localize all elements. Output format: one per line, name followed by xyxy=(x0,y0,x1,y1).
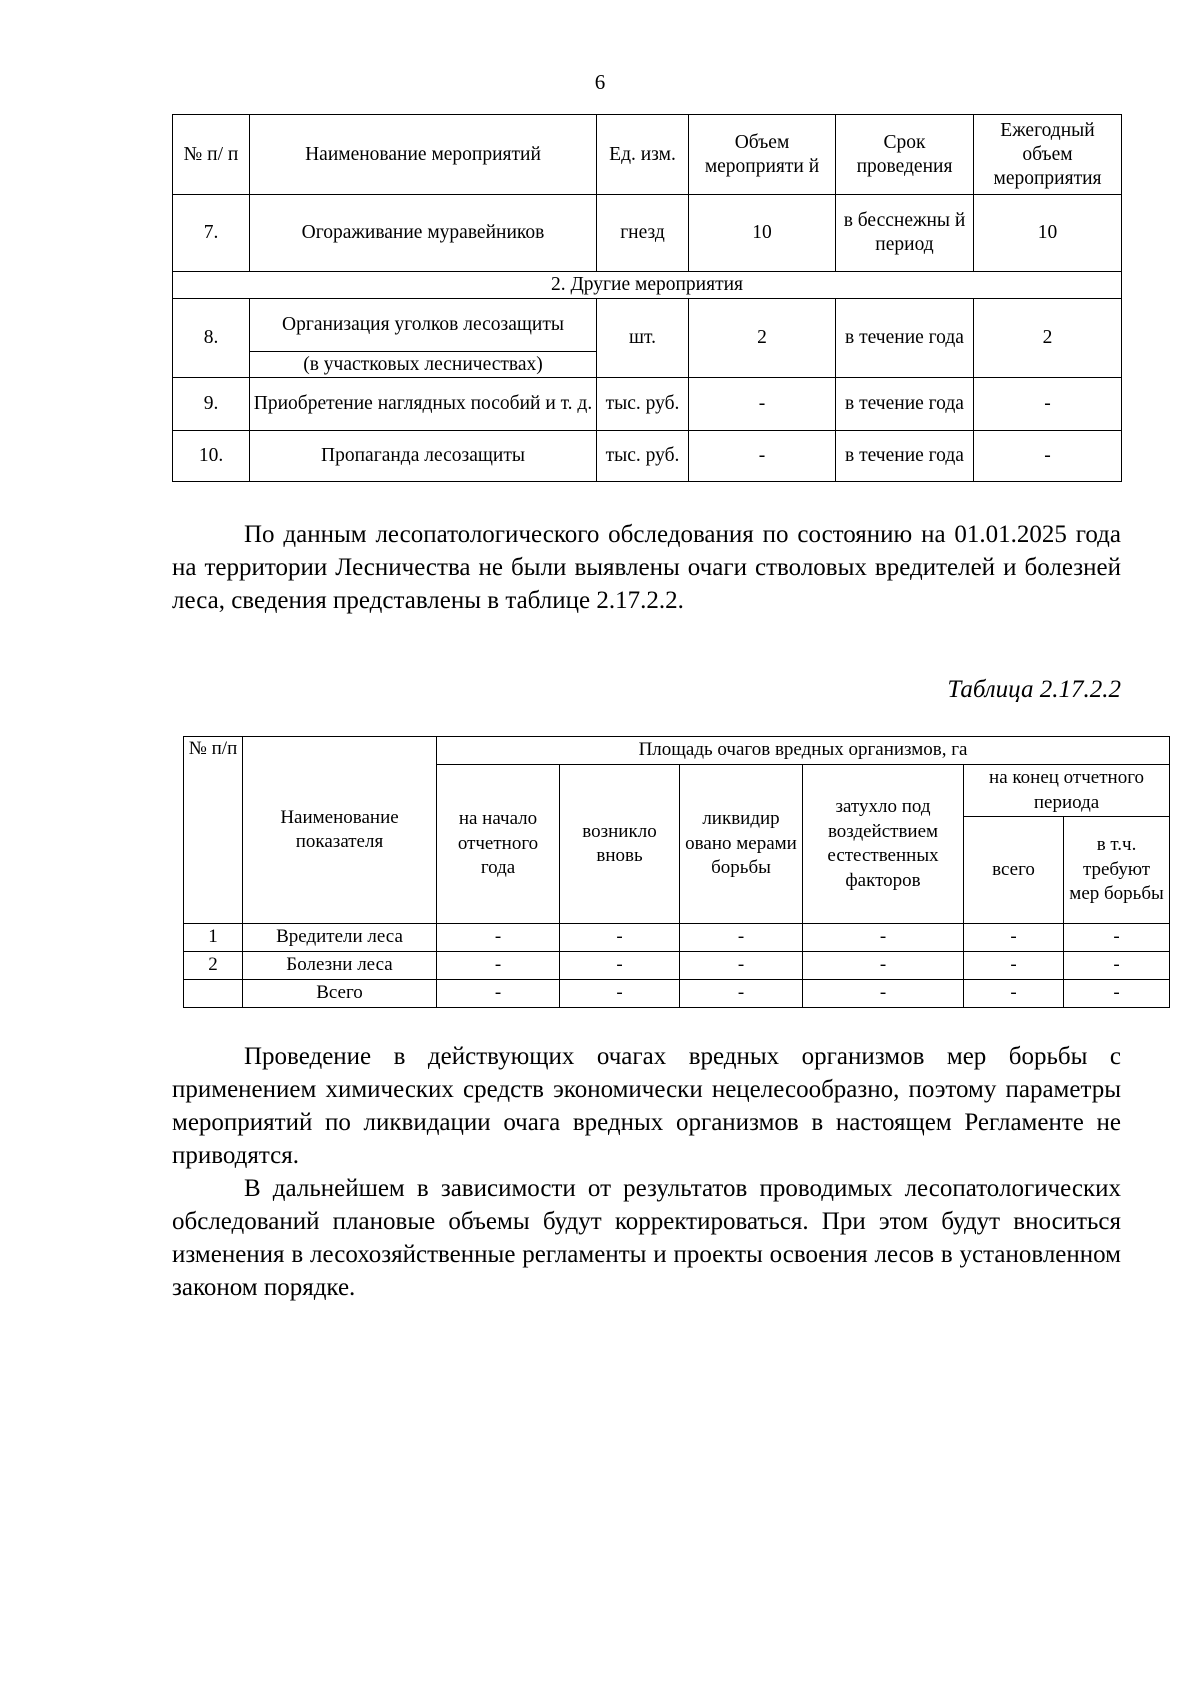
row-value: - xyxy=(680,924,803,952)
measures-table xyxy=(172,114,1122,482)
row-name: Пропаганда лесозащиты xyxy=(250,431,597,482)
paragraph-chemical-text: Проведение в действующих очагах вредных организмов мер борьбы с применением химических средств экономически нецелесообразно, поэтому параметры мероприятий по ликвидации очага вредных организмов в настоящем Регламенте не приводятся. xyxy=(172,1043,1121,1169)
row-value: - xyxy=(560,924,680,952)
row-annual: - xyxy=(974,431,1122,482)
row-unit: гнезд xyxy=(597,195,689,272)
row-term: в течение года xyxy=(836,378,974,431)
row-term: в течение года xyxy=(836,431,974,482)
paragraph-survey xyxy=(172,518,1121,617)
row-value: - xyxy=(560,952,680,980)
row-value: - xyxy=(560,980,680,1008)
row-term: в бесснежны й период xyxy=(836,195,974,272)
header-area: Площадь очагов вредных организмов, га xyxy=(437,737,1170,765)
header-term: Срок проведения xyxy=(836,115,974,195)
row-annual: 2 xyxy=(974,299,1122,378)
row-term: в течение года xyxy=(836,299,974,378)
row-value: - xyxy=(964,952,1064,980)
paragraph-future-text: В дальнейшем в зависимости от результатов проводимых лесопатологических обследований плановые объемы будут корректироваться. При этом будут вноситься изменения в лесохозяйственные регламенты и проекты освоения лесов в установленном законом порядке. xyxy=(172,1175,1121,1301)
table-row xyxy=(184,980,1170,1008)
row-value: - xyxy=(964,980,1064,1008)
row-num: 10. xyxy=(173,431,250,482)
row-value: - xyxy=(803,924,964,952)
paragraph-survey-text: По данным лесопатологического обследования по состоянию на 01.01.2025 года на территории Лесничества не были выявлены очаги стволовых вредителей и болезней леса, сведения представлены в таблице 2.17.2.2. xyxy=(172,521,1121,614)
row-value: - xyxy=(680,980,803,1008)
header-volume: Объем мероприяти й xyxy=(689,115,836,195)
header-liquidated: ликвидир овано мерами борьбы xyxy=(680,765,803,924)
table-header-row xyxy=(173,115,1122,195)
header-unit: Ед. изм. xyxy=(597,115,689,195)
header-end: на конец отчетного периода xyxy=(964,765,1170,817)
table-row xyxy=(184,924,1170,952)
row-num: 9. xyxy=(173,378,250,431)
row-volume: - xyxy=(689,378,836,431)
row-num: 8. xyxy=(173,299,250,378)
paragraph-future xyxy=(172,1172,1121,1304)
table-row xyxy=(173,195,1122,272)
row-num: 7. xyxy=(173,195,250,272)
pest-foci-table xyxy=(183,736,1170,1008)
row-unit: тыс. руб. xyxy=(597,431,689,482)
row-value: - xyxy=(437,980,560,1008)
section-row xyxy=(173,272,1122,299)
row-value: - xyxy=(1064,980,1170,1008)
page-number: 6 xyxy=(594,70,606,94)
row-num: 2 xyxy=(184,952,243,980)
row-volume: 10 xyxy=(689,195,836,272)
row-name: Организация уголков лесозащиты xyxy=(250,299,597,352)
row-name-note: (в участковых лесничествах) xyxy=(250,352,597,378)
row-annual: - xyxy=(974,378,1122,431)
table-row xyxy=(173,299,1122,352)
header-need: в т.ч. требуют мер борьбы xyxy=(1064,817,1170,924)
row-volume: - xyxy=(689,431,836,482)
header-num: № п/п xyxy=(184,737,243,924)
row-name: Вредители леса xyxy=(243,924,437,952)
row-name: Приобретение наглядных пособий и т. д. xyxy=(250,378,597,431)
row-unit: шт. xyxy=(597,299,689,378)
row-value: - xyxy=(680,952,803,980)
table-caption: Таблица 2.17.2.2 xyxy=(947,676,1121,703)
row-value: - xyxy=(437,924,560,952)
table-row xyxy=(173,431,1122,482)
row-value: - xyxy=(964,924,1064,952)
row-volume: 2 xyxy=(689,299,836,378)
header-annual: Ежегодный объем мероприятия xyxy=(974,115,1122,195)
row-annual: 10 xyxy=(974,195,1122,272)
header-total: всего xyxy=(964,817,1064,924)
row-name: Болезни леса xyxy=(243,952,437,980)
header-natural: затухло под воздействием естественных факторов xyxy=(803,765,964,924)
header-name: Наименование мероприятий xyxy=(250,115,597,195)
row-value: - xyxy=(1064,924,1170,952)
table-row xyxy=(173,378,1122,431)
paragraph-chemical xyxy=(172,1040,1121,1172)
row-name: Всего xyxy=(243,980,437,1008)
table-header-row xyxy=(184,737,1170,765)
section-title: 2. Другие мероприятия xyxy=(173,272,1122,299)
row-value: - xyxy=(803,952,964,980)
row-name: Огораживание муравейников xyxy=(250,195,597,272)
header-num: № п/ п xyxy=(173,115,250,195)
row-num xyxy=(184,980,243,1008)
row-value: - xyxy=(803,980,964,1008)
row-value: - xyxy=(437,952,560,980)
table-row xyxy=(184,952,1170,980)
row-value: - xyxy=(1064,952,1170,980)
header-name: Наименование показателя xyxy=(243,737,437,924)
row-unit: тыс. руб. xyxy=(597,378,689,431)
header-arisen: возникло вновь xyxy=(560,765,680,924)
header-start: на начало отчетного года xyxy=(437,765,560,924)
row-num: 1 xyxy=(184,924,243,952)
